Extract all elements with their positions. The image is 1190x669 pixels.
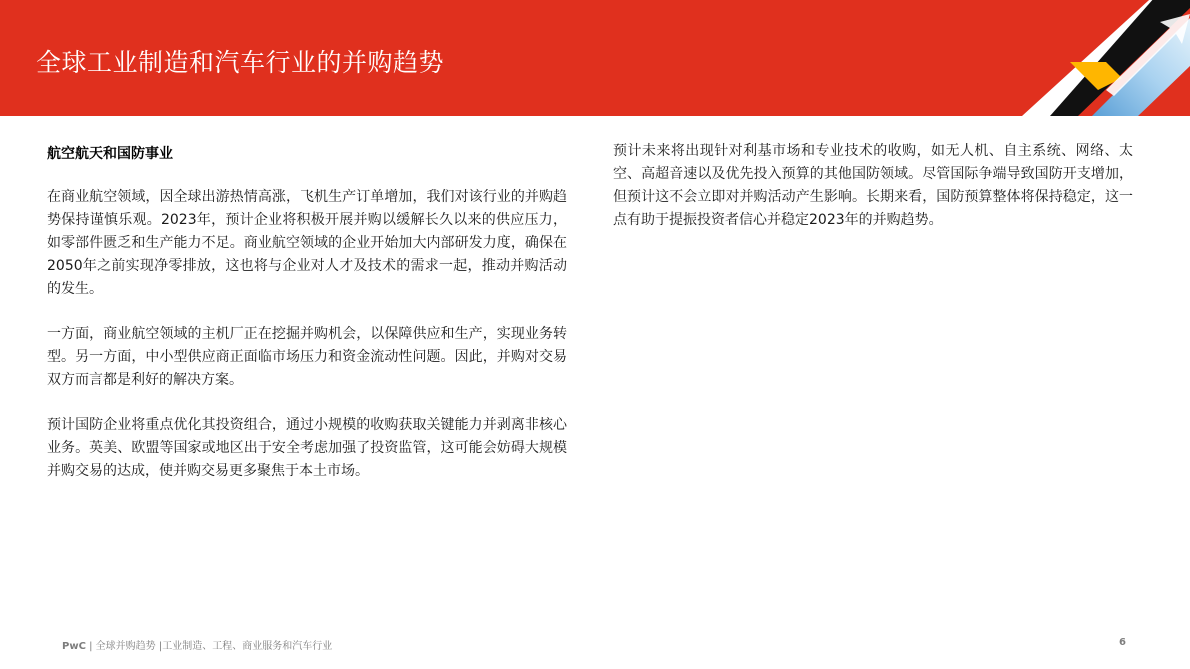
footer-report: 全球并购趋势	[95, 641, 156, 652]
paragraph-commercial-aviation: 在商业航空领域，因全球出游热情高涨，飞机生产订单增加，我们对该行业的并购趋势保持谨慎乐观。2023年，预计企业将积极开展并购以缓解长久以来的供应压力，如零部件匮乏和生产能力不足。商业航空领域的企业开始加大内部研发力度，确保在2050年之前实现净零排放，这也将与企业对人才及技术的需求一起，推动并购活动的发生。	[47, 189, 567, 297]
paragraph-oem-suppliers: 一方面，商业航空领域的主机厂正在挖掘并购机会，以保障供应和生产，实现业务转型。另一方面，中小型供应商正面临市场压力和资金流动性问题。因此，并购对交易双方而言都是利好的解决方案。	[47, 326, 567, 388]
paragraph-defense-outlook: 预计未来将出现针对利基市场和专业技术的收购，如无人机、自主系统、网络、太空、高超音速以及优先投入预算的其他国防领域。尽管国际争端导致国防开支增加，但预计这不会立即对并购活动产生影响。长期来看，国防预算整体将保持稳定，这一点有助于提振投资者信心并稳定2023年的并购趋势。	[613, 143, 1133, 228]
paragraph-defense-portfolio: 预计国防企业将重点优化其投资组合，通过小规模的收购获取关键能力并剥离非核心业务。英美、欧盟等国家或地区出于安全考虑加强了投资监管，这可能会妨碍大规模并购交易的达成，使并购交易更多聚焦于本土市场。	[47, 417, 567, 479]
footer	[62, 637, 332, 652]
header-banner	[0, 0, 1190, 116]
page-title: 全球工业制造和汽车行业的并购趋势	[36, 48, 445, 77]
right-column	[613, 140, 1133, 254]
footer-sector: 工业制造、工程、商业服务和汽车行业	[162, 641, 333, 652]
arrow-graphic-icon	[1010, 0, 1190, 116]
footer-separator: |	[85, 641, 96, 652]
footer-separator: |	[155, 641, 163, 652]
section-heading: 航空航天和国防事业	[47, 146, 173, 162]
left-column	[47, 143, 567, 505]
page-number: 6	[1119, 637, 1126, 648]
footer-brand: PwC	[62, 641, 86, 652]
